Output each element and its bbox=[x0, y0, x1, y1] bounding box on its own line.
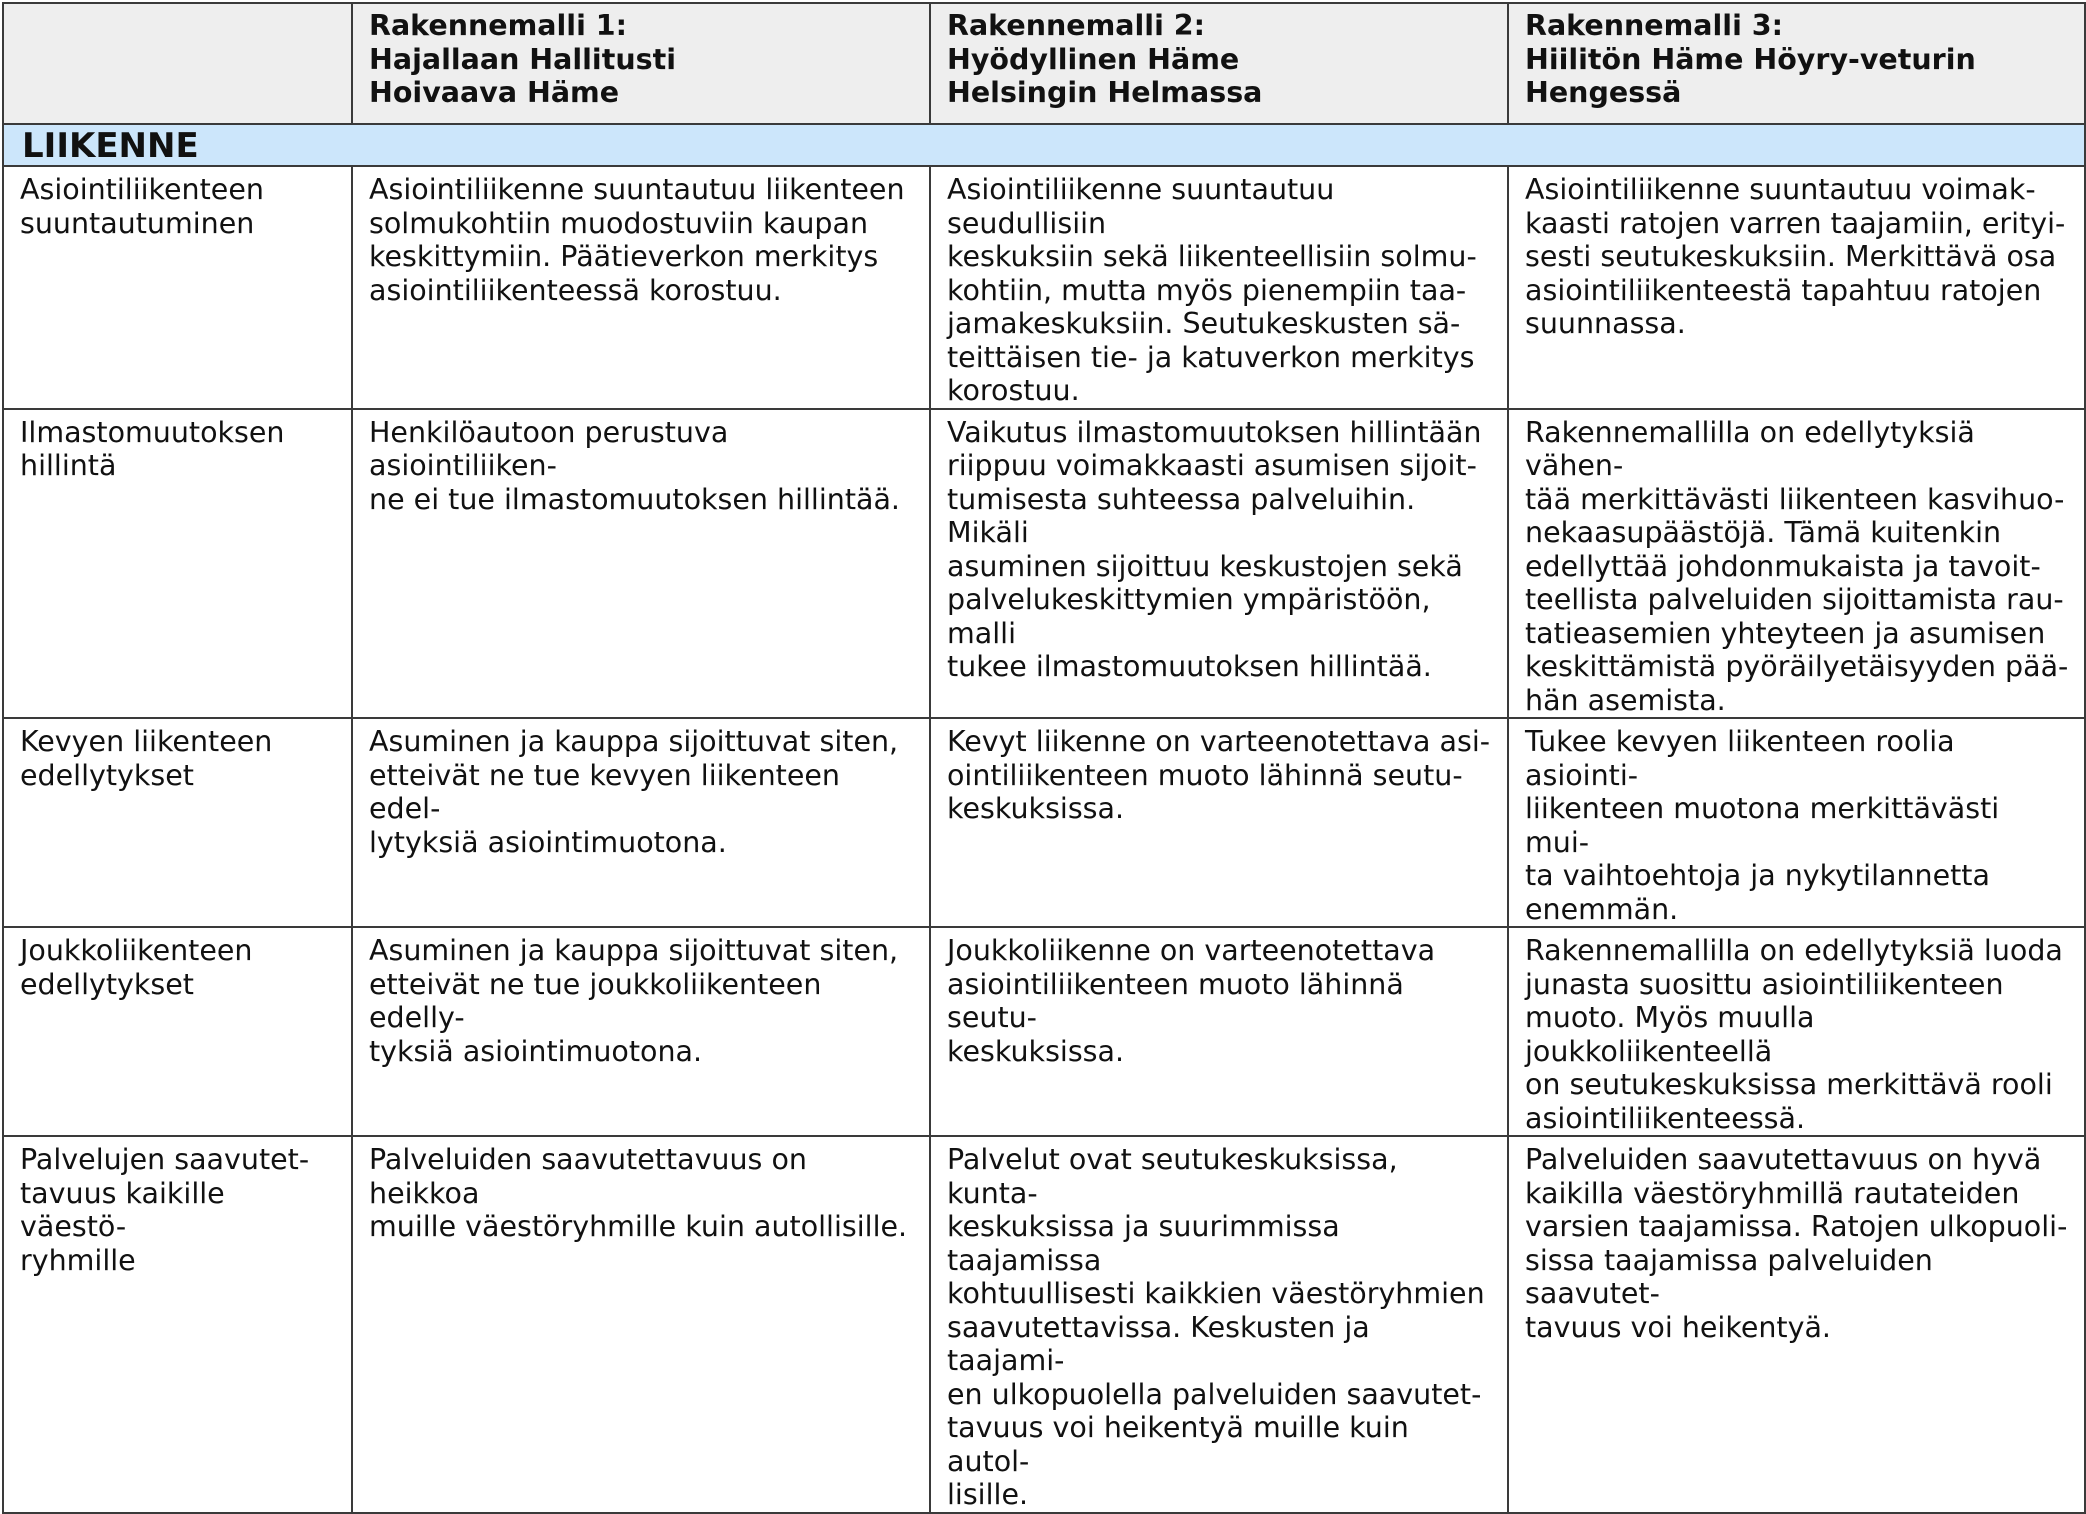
table-cell: Rakennemallilla on edellytyksiä luoda junasta suosittu asiointiliikenteen muoto. Myös muulla joukkoliikenteellä on seutukeskuksissa merkittävä rooli asiointiliikenteessä. bbox=[1508, 927, 2085, 1136]
header-model-1: Rakennemalli 1: Hajallaan Hallitusti Hoivaava Häme bbox=[352, 3, 930, 124]
table-cell: Asuminen ja kauppa sijoittuvat siten, etteivät ne tue joukkoliikenteen edelly- tyksiä asiointimuotona. bbox=[352, 927, 930, 1136]
row-label: Kevyen liikenteen edellytykset bbox=[3, 718, 352, 927]
table-cell: Joukkoliikenne on varteenotettava asiointiliikenteen muoto lähinnä seutu- keskuksissa. bbox=[930, 927, 1508, 1136]
table-cell: Rakennemallilla on edellytyksiä vähen- tää merkittävästi liikenteen kasvihuo- nekaasupäästöjä. Tämä kuitenkin edellyttää johdonmukaista ja tavoit- teellista palveluiden sijoittamista rau- tatieasemien yhteyteen ja asumisen keskittämistä pyöräilyetäisyyden pää- hän asemista. bbox=[1508, 409, 2085, 719]
table-cell: Asuminen ja kauppa sijoittuvat siten, etteivät ne tue kevyen liikenteen edel- lytyksiä asiointimuotona. bbox=[352, 718, 930, 927]
table-cell: Palveluiden saavutettavuus on hyvä kaikilla väestöryhmillä rautateiden varsien taajamissa. Ratojen ulkopuoli- sissa taajamissa palveluiden saavutet- tavuus voi heikentyä. bbox=[1508, 1136, 2085, 1513]
section-row bbox=[3, 124, 2085, 166]
header-row bbox=[3, 3, 2085, 124]
table-cell: Kevyt liikenne on varteenotettava asi- ointiliikenteen muoto lähinnä seutu- keskuksissa. bbox=[930, 718, 1508, 927]
table-row bbox=[3, 718, 2085, 927]
row-label: Joukkoliikenteen edellytykset bbox=[3, 927, 352, 1136]
row-label: Palvelujen saavutet- tavuus kaikille väestö- ryhmille bbox=[3, 1136, 352, 1513]
table-cell: Tukee kevyen liikenteen roolia asiointi- liikenteen muotona merkittävästi mui- ta vaihtoehtoja ja nykytilannetta enemmän. bbox=[1508, 718, 2085, 927]
comparison-table bbox=[2, 2, 2086, 1514]
row-label: Asiointiliikenteen suuntautuminen bbox=[3, 166, 352, 409]
table-cell: Vaikutus ilmastomuutoksen hillintään riippuu voimakkaasti asumisen sijoit- tumisesta suhteessa palveluihin. Mikäli asuminen sijoittuu keskustojen sekä palvelukeskittymien ympäristöön, malli tukee ilmastomuutoksen hillintää. bbox=[930, 409, 1508, 719]
table-cell: Henkilöautoon perustuva asiointiliiken- ne ei tue ilmastomuutoksen hillintää. bbox=[352, 409, 930, 719]
row-label: Ilmastomuutoksen hillintä bbox=[3, 409, 352, 719]
table-cell: Asiointiliikenne suuntautuu voimak- kaasti ratojen varren taajamiin, erityi- sesti seutukeskuksiin. Merkittävä osa asiointiliikenteestä tapahtuu ratojen suunnassa. bbox=[1508, 166, 2085, 409]
table-row bbox=[3, 409, 2085, 719]
table-cell: Asiointiliikenne suuntautuu liikenteen solmukohtiin muodostuviin kaupan keskittymiin. Päätieverkon merkitys asiointiliikenteessä korostuu. bbox=[352, 166, 930, 409]
table-row bbox=[3, 927, 2085, 1136]
table-cell: Palveluiden saavutettavuus on heikkoa muille väestöryhmille kuin autollisille. bbox=[352, 1136, 930, 1513]
table-cell: Palvelut ovat seutukeskuksissa, kunta- keskuksissa ja suurimmissa taajamissa kohtuullisesti kaikkien väestöryhmien saavutettavissa. Keskusten ja taajami- en ulkopuolella palveluiden saavutet- tavuus voi heikentyä muille kuin autol- lisille. bbox=[930, 1136, 1508, 1513]
header-corner-cell bbox=[3, 3, 352, 124]
header-model-2: Rakennemalli 2: Hyödyllinen Häme Helsingin Helmassa bbox=[930, 3, 1508, 124]
header-model-3: Rakennemalli 3: Hiilitön Häme Höyry-veturin Hengessä bbox=[1508, 3, 2085, 124]
section-title: LIIKENNE bbox=[3, 124, 2085, 166]
table-cell: Asiointiliikenne suuntautuu seudullisiin keskuksiin sekä liikenteellisiin solmu- kohtiin, mutta myös pienempiin taa- jamakeskuksiin. Seutukeskusten sä- teittäisen tie- ja katuverkon merkitys korostuu. bbox=[930, 166, 1508, 409]
table-row bbox=[3, 166, 2085, 409]
table-row bbox=[3, 1136, 2085, 1513]
